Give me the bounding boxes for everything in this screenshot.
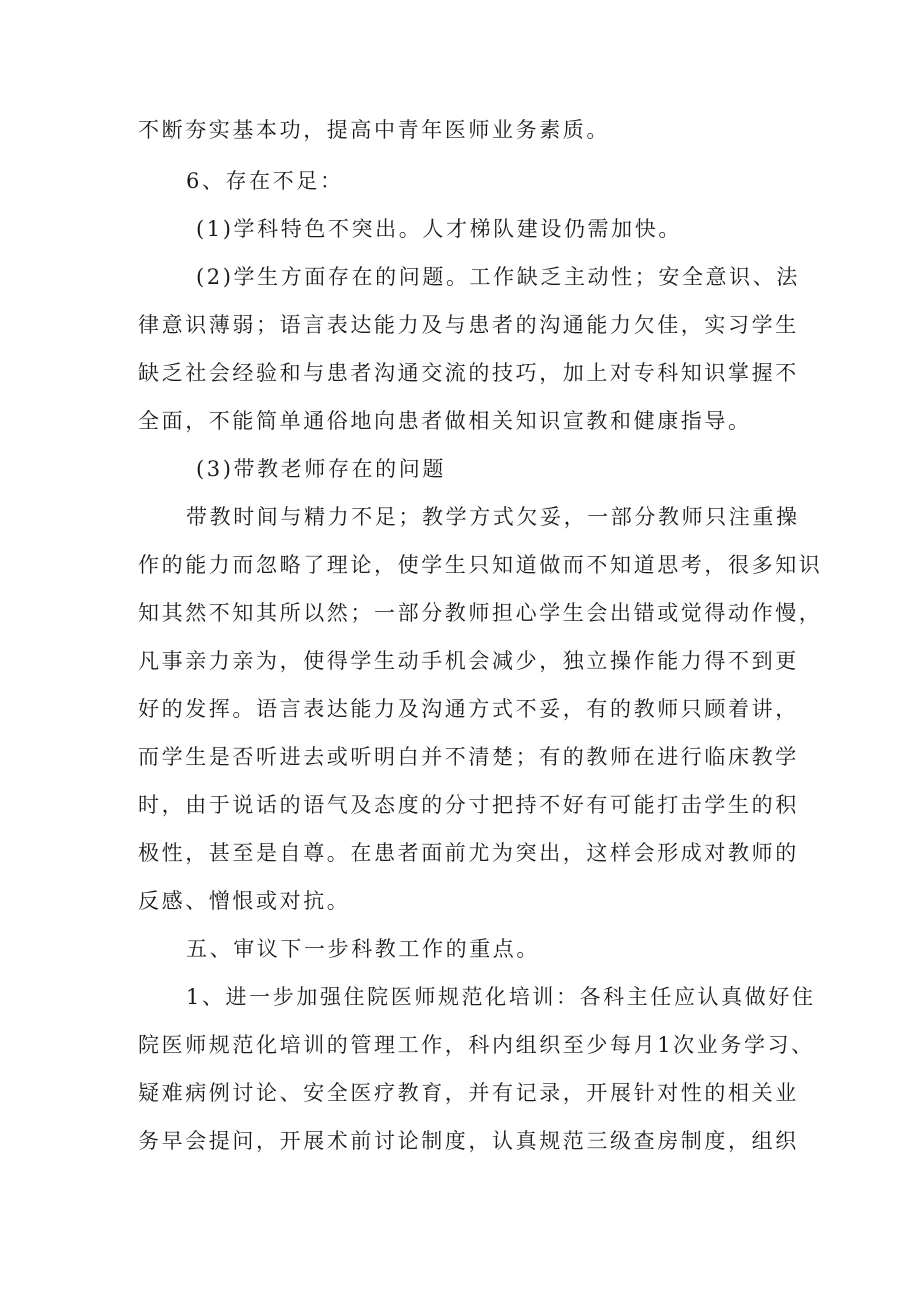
text-line: 反感、憎恨或对抗。 [138,889,351,913]
text-line: 作的能力而忽略了理论，使学生只知道做而不知道思考，很多知识 [138,553,823,577]
section-heading: 6、存在不足： [186,169,344,193]
list-item: (1)学科特色不突出。人才梯队建设仍需加快。 [196,217,682,241]
text-line: 极性，甚至是自尊。在患者面前尤为突出，这样会形成对教师的 [138,841,799,865]
paragraph-start: 带教时间与精力不足；教学方式欠妥，一部分教师只注重操 [186,505,800,529]
text-line: 律意识薄弱；语言表达能力及与患者的沟通能力欠佳，实习学生 [138,313,799,337]
text-line: 凡事亲力亲为，使得学生动手机会减少，独立操作能力得不到更 [138,649,799,673]
section-heading: 五、审议下一步科教工作的重点。 [186,937,540,961]
text-line: 好的发挥。语言表达能力及沟通方式不妥，有的教师只顾着讲， [138,697,799,721]
list-item: (2)学生方面存在的问题。工作缺乏主动性；安全意识、法 [196,265,800,289]
text-line: 院医师规范化培训的管理工作，科内组织至少每月1次业务学习、 [138,1033,815,1057]
text-line: 时，由于说话的语气及态度的分寸把持不好有可能打击学生的积 [138,793,799,817]
text-line: 不断夯实基本功，提高中青年医师业务素质。 [138,118,610,142]
text-line: 疑难病例讨论、安全医疗教育，并有记录，开展针对性的相关业 [138,1081,799,1105]
text-line: 知其然不知其所以然；一部分教师担心学生会出错或觉得动作慢， [138,601,823,625]
text-line: 务早会提问，开展术前讨论制度，认真规范三级查房制度，组织 [138,1129,799,1153]
text-line: 而学生是否听进去或听明白并不清楚；有的教师在进行临床教学 [138,745,799,769]
text-line: 缺乏社会经验和与患者沟通交流的技巧，加上对专科知识掌握不 [138,361,799,385]
text-line: 全面，不能简单通俗地向患者做相关知识宣教和健康指导。 [138,409,752,433]
paragraph-start: 1、进一步加强住院医师规范化培训：各科主任应认真做好住 [186,985,816,1009]
list-item: (3)带教老师存在的问题 [196,457,446,481]
